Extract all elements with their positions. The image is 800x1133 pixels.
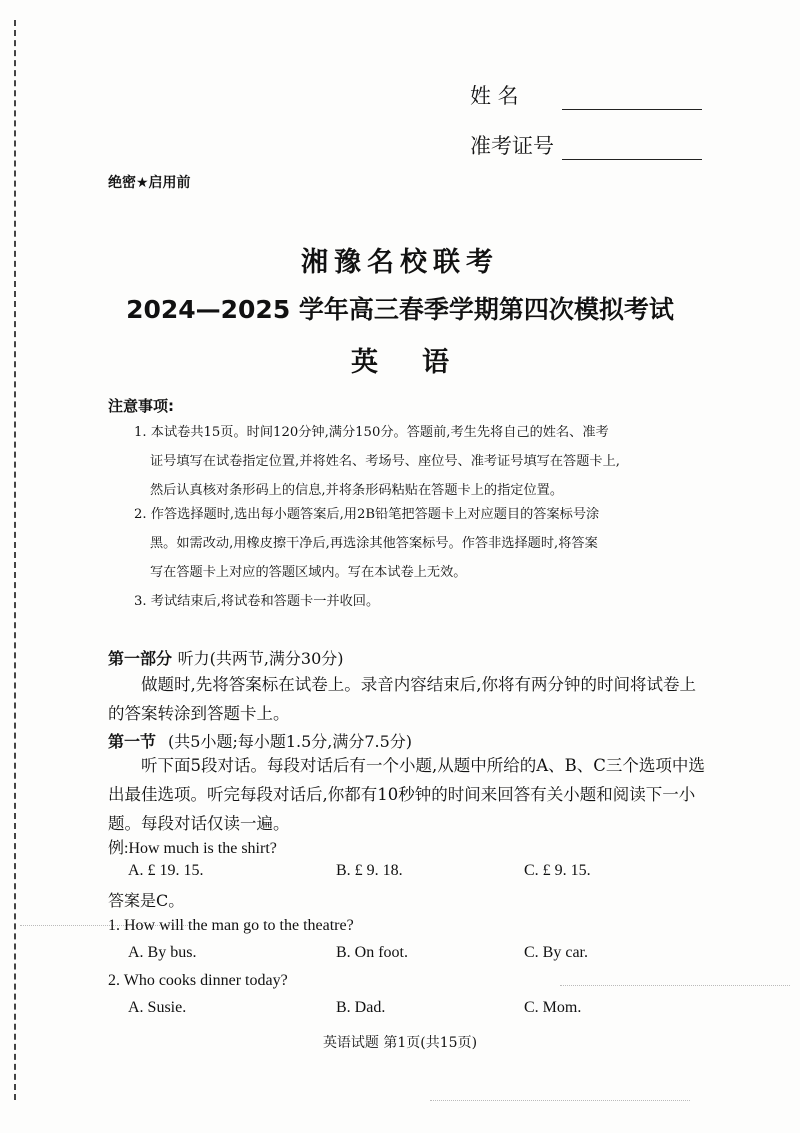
example-answer: 答案是C。 <box>108 891 185 910</box>
notice-line: 2. 作答选择题时,选出每小题答案后,用2B铅笔把答题卡上对应题目的答案标号涂 <box>134 507 600 522</box>
part1-intro: 做题时,先将答案标在试卷上。录音内容结束后,你将有两分钟的时间将试卷上的答案转涂到答题卡上。 <box>108 675 696 723</box>
question-1: 1. How will the man go to the theatre? <box>108 917 354 934</box>
option-b[interactable]: B. On foot. <box>336 944 408 961</box>
notice-line: 1. 本试卷共15页。时间120分钟,满分150分。答题前,考生先将自己的姓名、准考 <box>134 425 609 440</box>
example-question: 例:How much is the shirt? <box>108 840 277 857</box>
part1-heading <box>108 646 344 669</box>
option-a: A. £ 19. 15. <box>128 862 204 879</box>
scan-mark <box>560 985 790 986</box>
section1-heading-label: 第一节 <box>108 732 157 751</box>
candidate-name-label: 姓 名 <box>470 84 519 108</box>
confidential-mark: 绝密★启用前 <box>108 175 191 191</box>
candidate-id-label: 准考证号 <box>470 134 554 158</box>
option-a[interactable]: A. By bus. <box>128 944 197 961</box>
candidate-id-field[interactable] <box>470 130 702 160</box>
option-c: C. £ 9. 15. <box>524 862 591 879</box>
notice-line: 写在答题卡上对应的答题区域内。写在本试卷上无效。 <box>150 565 467 580</box>
option-a[interactable]: A. Susie. <box>128 999 187 1016</box>
option-b: B. £ 9. 18. <box>336 862 403 879</box>
notice-heading: 注意事项: <box>108 397 174 415</box>
option-c[interactable]: C. Mom. <box>524 999 582 1016</box>
candidate-id-blank[interactable] <box>562 137 702 160</box>
notice-item-3 <box>134 587 709 616</box>
part1-heading-sub: 听力(共两节,满分30分) <box>177 649 344 668</box>
part1-heading-label: 第一部分 <box>108 649 173 668</box>
notice-line: 3. 考试结束后,将试卷和答题卡一并收回。 <box>134 594 380 609</box>
exam-organizer-title: 湘豫名校联考 <box>301 247 499 278</box>
section1-heading-sub: (共5小题;每小题1.5分,满分7.5分) <box>168 732 413 751</box>
section1-heading <box>108 729 412 752</box>
notice-line: 证号填写在试卷指定位置,并将姓名、考场号、座位号、准考证号填写在答题卡上, <box>150 454 620 469</box>
notice-item-1 <box>134 418 709 505</box>
subject-title: 英语 <box>351 347 493 378</box>
question-2: 2. Who cooks dinner today? <box>108 972 288 989</box>
candidate-name-blank[interactable] <box>562 87 702 110</box>
section1-intro: 听下面5段对话。每段对话后有一个小题,从题中所给的A、B、C三个选项中选出最佳选项。听完每段对话后,你都有10秒钟的时间来回答有关小题和阅读下一小题。每段对话仅读一遍。 <box>108 756 705 833</box>
page-footer: 英语试题 第1页(共15页) <box>322 1035 478 1051</box>
scan-mark <box>430 1100 690 1101</box>
option-b[interactable]: B. Dad. <box>336 999 386 1016</box>
option-c[interactable]: C. By car. <box>524 944 588 961</box>
notice-line: 然后认真核对条形码上的信息,并将条形码粘贴在答题卡上的指定位置。 <box>150 483 564 498</box>
binding-line <box>14 20 16 1100</box>
candidate-name-field[interactable] <box>470 80 702 110</box>
notice-item-2 <box>134 500 709 587</box>
notice-line: 黑。如需改动,用橡皮擦干净后,再选涂其他答案标号。作答非选择题时,将答案 <box>150 536 598 551</box>
exam-name-title: 2024—2025 学年高三春季学期第四次模拟考试 <box>126 295 674 324</box>
